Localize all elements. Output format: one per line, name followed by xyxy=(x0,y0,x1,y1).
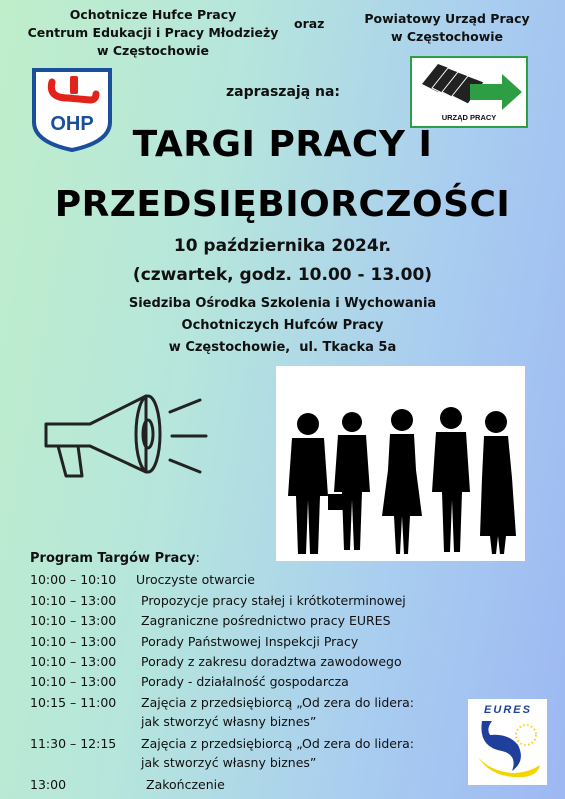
program-desc: Zakończenie xyxy=(146,777,225,792)
program-title xyxy=(30,551,200,566)
event-title-line1: TARGI PRACY I xyxy=(132,124,433,165)
organizer-connector: oraz xyxy=(294,16,325,31)
program-desc: Porady z zakresu doradztwa zawodowego xyxy=(141,654,402,669)
program-title-text: Program Targów Pracy xyxy=(30,551,196,566)
program-desc: Zajęcia z przedsiębiorcą „Od zera do lidera: xyxy=(141,736,414,751)
venue-line3: w Częstochowie, ul. Tkacka 5a xyxy=(168,340,397,355)
program-desc-continued: jak stworzyć własny biznes” xyxy=(141,755,317,770)
program-time: 10:10 – 13:00 xyxy=(30,674,117,689)
program-time: 10:15 – 11:00 xyxy=(30,695,117,710)
program-desc: Zajęcia z przedsiębiorcą „Od zera do lidera: xyxy=(141,695,414,710)
program-time: 10:10 – 13:00 xyxy=(30,654,117,669)
organizer-ohp xyxy=(18,6,288,60)
program-desc: Porady Państwowej Inspekcji Pracy xyxy=(141,634,359,649)
eures-logo-graphic xyxy=(468,699,547,785)
program-desc-continued: jak stworzyć własny biznes” xyxy=(141,714,317,729)
eures-logo-text: EURES xyxy=(484,704,532,716)
program-time: 13:00 xyxy=(30,777,67,792)
business-people-silhouettes xyxy=(276,366,525,561)
megaphone-icon xyxy=(38,386,210,496)
venue-line1: Siedziba Ośrodka Szkolenia i Wychowania xyxy=(128,296,437,311)
business-people-image xyxy=(276,366,525,561)
organizer-ohp-line3: w Częstochowie xyxy=(96,43,210,58)
event-venue xyxy=(0,293,565,359)
program-desc: Propozycje pracy stałej i krótkoterminowej xyxy=(141,593,406,608)
program-time: 11:30 – 12:15 xyxy=(30,736,117,751)
program-desc: Zagraniczne pośrednictwo pracy EURES xyxy=(141,613,391,628)
organizer-ohp-line1: Ochotnicze Hufce Pracy xyxy=(69,7,237,22)
venue-line2: Ochotniczych Hufców Pracy xyxy=(181,318,384,333)
pup-logo xyxy=(410,56,528,128)
program-time: 10:10 – 13:00 xyxy=(30,634,117,649)
ohp-logo-text: OHP xyxy=(50,113,94,135)
program-title-colon: : xyxy=(195,551,200,566)
eures-logo xyxy=(468,699,547,785)
program-time: 10:10 – 13:00 xyxy=(30,613,117,628)
program-desc: Uroczyste otwarcie xyxy=(136,572,255,587)
organizer-ohp-line2: Centrum Edukacji i Pracy Młodzieży xyxy=(27,25,279,40)
organizer-pup xyxy=(336,10,558,46)
event-date: 10 października 2024r. xyxy=(173,236,392,256)
invite-text: zapraszają na: xyxy=(226,84,341,100)
program-time: 10:10 – 13:00 xyxy=(30,593,117,608)
event-title-line2: PRZEDSIĘBIORCZOŚCI xyxy=(54,184,511,225)
organizer-pup-line1: Powiatowy Urząd Pracy xyxy=(364,11,530,26)
event-time: (czwartek, godz. 10.00 - 13.00) xyxy=(132,265,433,285)
program-desc: Porady - działalność gospodarcza xyxy=(141,674,349,689)
organizer-pup-line2: w Częstochowie xyxy=(390,29,504,44)
pup-logo-text: URZĄD PRACY xyxy=(441,113,497,122)
program-time: 10:00 – 10:10 xyxy=(30,572,117,587)
